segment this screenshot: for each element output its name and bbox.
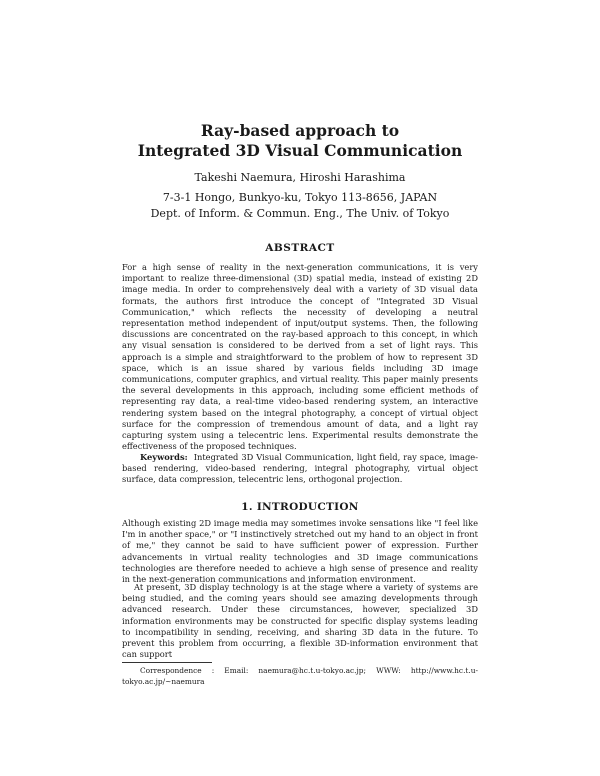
title-line-1: Ray-based approach to <box>200 121 400 140</box>
abstract-text: For a high sense of reality in the next-generation communications, it is very important to realize three-dimensional (3D) spatial media, instead of existing 2D image media. In order to comprehensively deal with a variety of 3D visual data formats, the authors first introduce the concept of "Integrated 3D Visual Communication," which reflects the necessity of developing a neutral representation method independent of input/output systems. Then, the following discussions are concentrated on the ray-based approach to this concept, in which any visual sensation is considered to be derived from a set of light rays. This approach is a simple and straightforward to the problem of how to represent 3D space, which is an issue shared by various fields including 3D image communications, computer graphics, and virtual reality. This paper mainly presents the several developments in this approach, including some efficient methods of representing ray data, a real-time video-based rendering system, an interactive rendering system based on the integral photography, a concept of virtual object surface for the compression of tremendous amount of data, and a light ray capturing system using a telecentric lens. Experimental results demonstrate the effectiveness of the proposed techniques. <box>122 262 478 452</box>
affiliation-address: 7-3-1 Hongo, Bunkyo-ku, Tokyo 113-8656, JAPAN <box>162 191 438 204</box>
author-affiliation <box>0 190 600 222</box>
introduction-paragraph-1: Although existing 2D image media may sometimes invoke sensations like "I feel like I'm in another space," or "I instinctively stretched out my hand to an object in front of me," they cannot be said to have sufficient power of expression. Further advancements in virtual reality technologies and 3D image communications technologies are therefore needed to achieve a high sense of presence and reality in the next-generation communications and information environment. <box>122 518 478 585</box>
title-line-2: Integrated 3D Visual Communication <box>137 141 463 160</box>
correspondence-footnote: Correspondence : Email: naemura@hc.t.u-tokyo.ac.jp; WWW: http://www.hc.t.u-tokyo.ac.jp/~naemura <box>122 666 478 686</box>
paper-title <box>0 121 600 161</box>
footnote-rule <box>122 662 212 663</box>
keywords-paragraph <box>122 452 478 486</box>
introduction-paragraph-2: At present, 3D display technology is at the stage where a variety of systems are being studied, and the coming years should see amazing developments through advanced research. Under these circumstances, however, specialized 3D information environments may be constructed for specific display systems leading to incompatibility in sending, receiving, and sharing 3D data in the future. To prevent this problem from occurring, a flexible 3D-information environment that can support <box>122 582 478 660</box>
keywords-label: Keywords: <box>140 452 188 462</box>
keywords-text: Integrated 3D Visual Communication, light field, ray space, image-based rendering, video-based rendering, integral photography, virtual object surface, data compression, telecentric lens, orthogonal projection. <box>122 452 478 485</box>
abstract-heading: ABSTRACT <box>265 242 335 254</box>
author-names: Takeshi Naemura, Hiroshi Harashima <box>194 171 406 184</box>
introduction-heading: 1. INTRODUCTION <box>241 501 359 513</box>
affiliation-department: Dept. of Inform. & Commun. Eng., The Univ. of Tokyo <box>150 207 450 220</box>
